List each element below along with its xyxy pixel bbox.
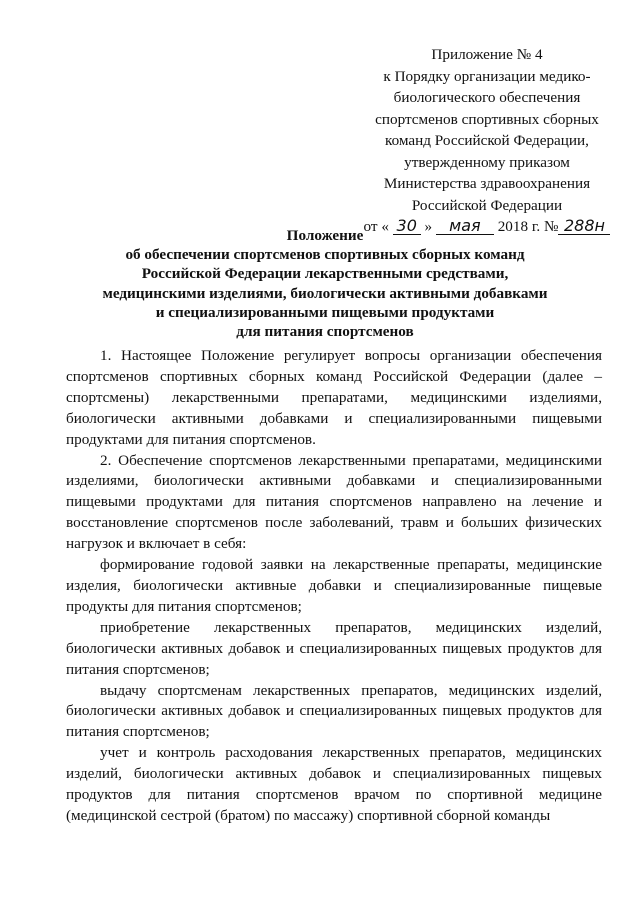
paragraph: 1. Настоящее Положение регулирует вопросы организации обеспечения спортсменов спортивных сборных команд Российской Федерации (далее – спортсмены) лекарственными препаратами, медицинскими изделиями, биологически активными добавками и специализированными пищевыми продуктами для питания спортсменов. xyxy=(66,347,602,448)
handwritten-order-number: 288н xyxy=(558,218,610,235)
date-mid: » xyxy=(424,218,433,235)
paragraph: выдачу спортсменам лекарственных препаратов, медицинских изделий, биологически активных добавок и специализированных пищевых продуктов для питания спортсменов; xyxy=(66,681,602,741)
date-year: 2018 г. № xyxy=(497,218,559,235)
title-line: об обеспечении спортсменов спортивных сборных команд xyxy=(125,246,525,264)
title-line: для питания спортсменов xyxy=(236,323,414,341)
appendix-line: к Порядку организации медико- xyxy=(383,67,591,85)
appendix-line: команд Российской Федерации, xyxy=(385,132,589,149)
handwritten-month: мая xyxy=(436,218,494,235)
title-line: и специализированными пищевыми продуктами xyxy=(155,303,495,321)
appendix-header xyxy=(362,44,612,238)
date-prefix: от « xyxy=(363,218,389,235)
appendix-line: спортсменов спортивных сборных xyxy=(375,110,599,128)
title-line: Российской Федерации лекарственными средствами, xyxy=(141,265,509,283)
appendix-line: Российской Федерации xyxy=(411,196,563,214)
document-body xyxy=(66,346,602,827)
title-line: Положение xyxy=(286,227,364,244)
paragraph: учет и контроль расходования лекарственных препаратов, медицинских изделий, биологически активных добавок и специализированных пищевых продуктов для питания спортсменов врачом по спортивной медицине (медицинской сестрой (братом) по массажу) спортивной сборной команды xyxy=(66,744,602,824)
paragraph: 2. Обеспечение спортсменов лекарственными препаратами, медицинскими изделиями, биологически активными добавками и специализированными пищевыми продуктами для питания спортсменов направлено на лечение и восстановление спортсменов после заболеваний, травм и больших физических нагрузок и включает в себя: xyxy=(66,451,602,553)
appendix-line: утвержденному приказом xyxy=(404,153,570,171)
paragraph: приобретение лекарственных препаратов, медицинских изделий, биологически активных добавок и специализированных пищевых продуктов для питания спортсменов; xyxy=(66,618,602,678)
appendix-line: Приложение № 4 xyxy=(431,46,543,63)
appendix-line: биологического обеспечения xyxy=(393,89,581,106)
paragraph: формирование годовой заявки на лекарственные препараты, медицинские изделия, биологически активные добавки и специализированные пищевые продукты для питания спортсменов; xyxy=(66,556,602,615)
handwritten-day: 30 xyxy=(393,218,421,235)
appendix-line: Министерства здравоохранения xyxy=(383,175,591,192)
document-title xyxy=(60,226,590,341)
title-line: медицинскими изделиями, биологически активными добавками xyxy=(102,284,548,302)
